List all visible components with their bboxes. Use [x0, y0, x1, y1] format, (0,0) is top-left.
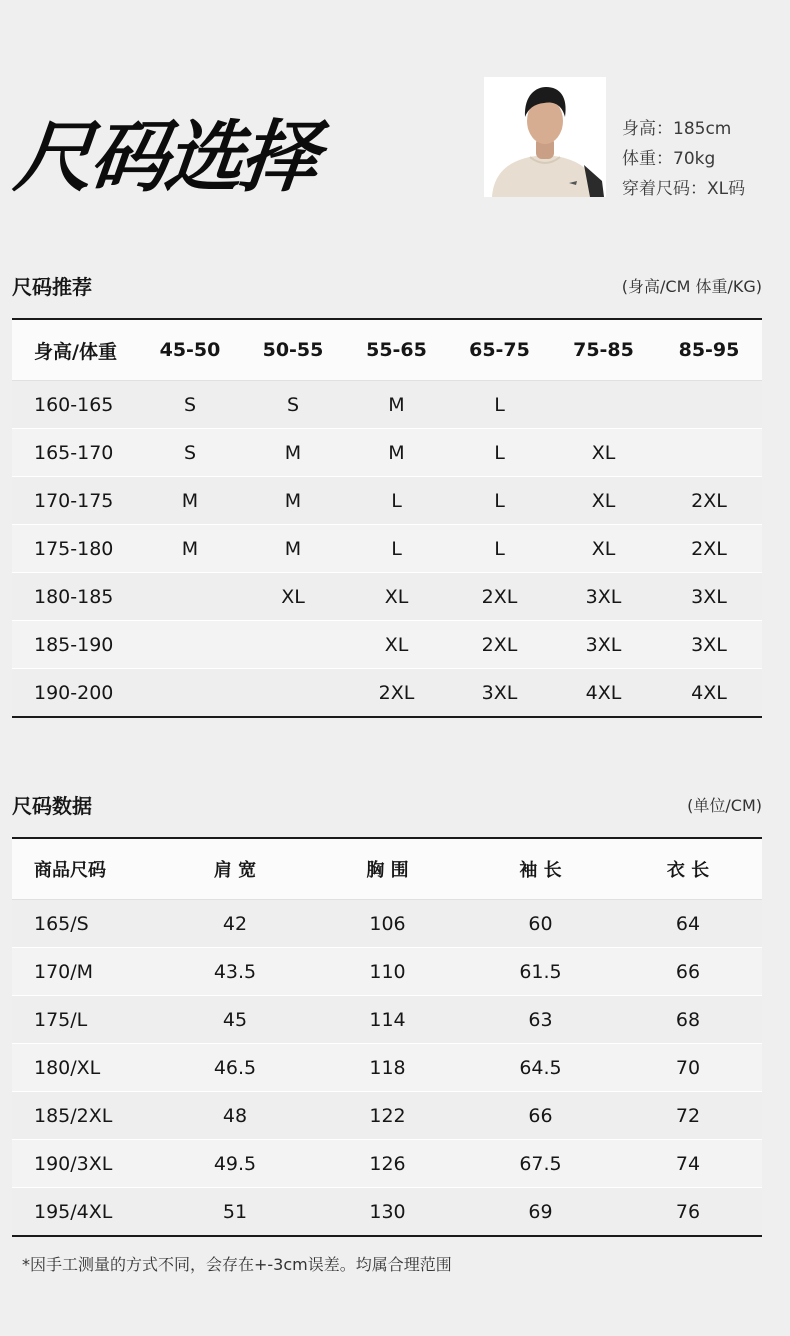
- table-cell: S: [139, 429, 241, 477]
- model-height: 身高：185cm: [622, 119, 732, 139]
- table-cell: 51: [162, 1188, 308, 1237]
- recommend-table: [12, 318, 762, 718]
- table-cell: L: [448, 477, 551, 525]
- table-cell: 63: [467, 996, 614, 1044]
- table-cell: 64: [614, 900, 762, 948]
- table-cell: M: [241, 477, 345, 525]
- table-cell: 3XL: [656, 621, 762, 669]
- header-cell: 胸 围: [308, 838, 467, 900]
- table-row: [12, 525, 762, 573]
- table-row: [12, 621, 762, 669]
- table-cell: 4XL: [551, 669, 656, 718]
- table-cell: 180/XL: [12, 1044, 162, 1092]
- measurement-note: *因手工测量的方式不同，会存在+-3cm误差。均属合理范围: [22, 1255, 452, 1274]
- table-cell: 3XL: [551, 621, 656, 669]
- table-cell: [139, 573, 241, 621]
- table-cell: 72: [614, 1092, 762, 1140]
- table-cell: 4XL: [656, 669, 762, 718]
- header-cell: 85-95: [656, 319, 762, 381]
- table-row: [12, 996, 762, 1044]
- data-header-row: [12, 838, 762, 900]
- table-cell: L: [448, 381, 551, 429]
- header-cell: 50-55: [241, 319, 345, 381]
- recommend-header: [12, 272, 762, 302]
- table-cell: 49.5: [162, 1140, 308, 1188]
- table-cell: [656, 381, 762, 429]
- table-cell: 42: [162, 900, 308, 948]
- table-cell: 160-165: [12, 381, 139, 429]
- table-cell: S: [139, 381, 241, 429]
- table-cell: 3XL: [656, 573, 762, 621]
- table-cell: 66: [614, 948, 762, 996]
- data-header: [12, 791, 762, 821]
- table-cell: 130: [308, 1188, 467, 1237]
- table-cell: L: [448, 429, 551, 477]
- table-cell: 43.5: [162, 948, 308, 996]
- table-cell: 175/L: [12, 996, 162, 1044]
- table-cell: 2XL: [656, 477, 762, 525]
- table-cell: XL: [241, 573, 345, 621]
- table-row: [12, 948, 762, 996]
- table-cell: 61.5: [467, 948, 614, 996]
- table-cell: [139, 669, 241, 718]
- table-row: [12, 1044, 762, 1092]
- table-cell: 69: [467, 1188, 614, 1237]
- table-row: [12, 573, 762, 621]
- table-cell: 114: [308, 996, 467, 1044]
- table-cell: XL: [551, 429, 656, 477]
- table-cell: 185-190: [12, 621, 139, 669]
- table-row: [12, 900, 762, 948]
- table-row: [12, 1188, 762, 1237]
- table-cell: M: [241, 429, 345, 477]
- table-cell: 64.5: [467, 1044, 614, 1092]
- table-cell: 48: [162, 1092, 308, 1140]
- table-cell: [139, 621, 241, 669]
- table-cell: 165-170: [12, 429, 139, 477]
- header-cell: 45-50: [139, 319, 241, 381]
- model-photo: [484, 77, 606, 197]
- table-cell: 68: [614, 996, 762, 1044]
- table-cell: 106: [308, 900, 467, 948]
- table-cell: 180-185: [12, 573, 139, 621]
- table-cell: 2XL: [448, 621, 551, 669]
- table-cell: 110: [308, 948, 467, 996]
- table-row: [12, 669, 762, 718]
- table-cell: 46.5: [162, 1044, 308, 1092]
- table-cell: 190/3XL: [12, 1140, 162, 1188]
- recommend-header-row: [12, 319, 762, 381]
- model-weight: 体重：70kg: [622, 149, 716, 169]
- table-cell: M: [139, 477, 241, 525]
- table-cell: 190-200: [12, 669, 139, 718]
- table-cell: 67.5: [467, 1140, 614, 1188]
- table-cell: M: [345, 429, 448, 477]
- table-cell: 60: [467, 900, 614, 948]
- header-cell: 55-65: [345, 319, 448, 381]
- table-cell: 2XL: [345, 669, 448, 718]
- table-cell: XL: [345, 621, 448, 669]
- table-cell: 118: [308, 1044, 467, 1092]
- header-cell: 商品尺码: [12, 838, 162, 900]
- model-size: 穿着尺码：XL码: [622, 179, 746, 199]
- table-cell: L: [345, 525, 448, 573]
- table-cell: 76: [614, 1188, 762, 1237]
- header-cell: 身高/体重: [12, 319, 139, 381]
- table-cell: [241, 669, 345, 718]
- table-cell: M: [139, 525, 241, 573]
- table-cell: 122: [308, 1092, 467, 1140]
- table-cell: XL: [551, 477, 656, 525]
- table-cell: 3XL: [551, 573, 656, 621]
- table-cell: M: [345, 381, 448, 429]
- header-cell: 衣 长: [614, 838, 762, 900]
- table-cell: 66: [467, 1092, 614, 1140]
- table-cell: XL: [345, 573, 448, 621]
- model-figure-icon: [484, 77, 606, 197]
- data-title: 尺码数据: [12, 794, 92, 818]
- table-cell: L: [448, 525, 551, 573]
- header-cell: 肩 宽: [162, 838, 308, 900]
- table-cell: 2XL: [448, 573, 551, 621]
- table-cell: 74: [614, 1140, 762, 1188]
- table-cell: 195/4XL: [12, 1188, 162, 1237]
- table-cell: L: [345, 477, 448, 525]
- table-row: [12, 381, 762, 429]
- header-cell: 75-85: [551, 319, 656, 381]
- table-cell: [241, 621, 345, 669]
- table-cell: [656, 429, 762, 477]
- data-unit: (单位/CM): [687, 796, 762, 815]
- recommend-title: 尺码推荐: [12, 275, 92, 299]
- header-cell: 袖 长: [467, 838, 614, 900]
- table-row: [12, 1092, 762, 1140]
- table-cell: 170-175: [12, 477, 139, 525]
- table-cell: 3XL: [448, 669, 551, 718]
- size-data-table: [12, 837, 762, 1237]
- table-cell: 165/S: [12, 900, 162, 948]
- table-row: [12, 1140, 762, 1188]
- table-cell: 126: [308, 1140, 467, 1188]
- table-row: [12, 429, 762, 477]
- page-title: 尺码选择: [10, 113, 321, 203]
- table-cell: 170/M: [12, 948, 162, 996]
- table-cell: M: [241, 525, 345, 573]
- header-cell: 65-75: [448, 319, 551, 381]
- table-cell: [551, 381, 656, 429]
- table-cell: S: [241, 381, 345, 429]
- table-cell: 185/2XL: [12, 1092, 162, 1140]
- table-cell: 45: [162, 996, 308, 1044]
- model-info: [622, 114, 745, 204]
- table-row: [12, 477, 762, 525]
- recommend-unit: (身高/CM 体重/KG): [621, 277, 762, 296]
- table-cell: XL: [551, 525, 656, 573]
- table-cell: 70: [614, 1044, 762, 1092]
- table-cell: 2XL: [656, 525, 762, 573]
- table-cell: 175-180: [12, 525, 139, 573]
